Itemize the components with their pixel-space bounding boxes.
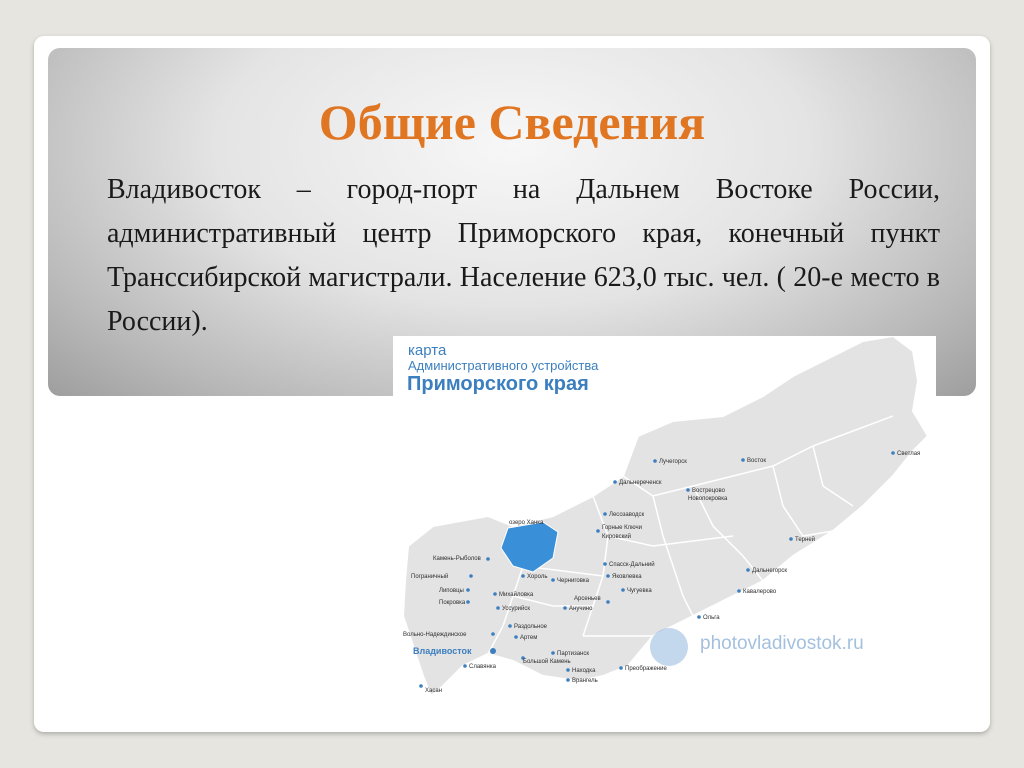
city-label-pogranichny: Пограничный xyxy=(411,574,449,580)
city-label-novopokrovka: Новопокровка xyxy=(688,496,728,502)
city-dot xyxy=(746,568,750,572)
city-label-terney: Терней xyxy=(795,537,816,543)
city-dot xyxy=(621,588,625,592)
city-dot xyxy=(463,664,467,668)
city-label-partizansk: Партизанск xyxy=(557,651,589,657)
city-label-bolshoy-kamen: Большой Камень xyxy=(523,659,571,665)
city-dot xyxy=(603,562,607,566)
city-dot xyxy=(419,684,423,688)
city-dot xyxy=(491,632,495,636)
city-label-spassk: Спасск-Дальний xyxy=(609,562,655,568)
city-dot xyxy=(490,648,496,654)
map-title-line2: Административного устройства xyxy=(408,358,599,373)
city-label-vrangel: Врангель xyxy=(572,678,598,684)
city-dot xyxy=(606,574,610,578)
city-dot xyxy=(466,600,470,604)
city-label-kirovsky: Кировский xyxy=(602,534,631,540)
city-label-dalnegorsk: Дальнегорск xyxy=(752,568,788,574)
city-label-luchegorsk: Лучегорск xyxy=(659,459,687,465)
city-dot xyxy=(496,606,500,610)
city-dot xyxy=(741,458,745,462)
city-dot xyxy=(891,451,895,455)
city-label-nakhodka: Находка xyxy=(572,668,596,674)
city-dot xyxy=(551,651,555,655)
city-dot xyxy=(486,557,490,561)
city-label-chuguevka: Чугуевка xyxy=(627,588,652,594)
lake-khanka-label: озеро Ханка xyxy=(509,520,544,526)
city-label-artem: Артем xyxy=(520,635,538,641)
city-dot xyxy=(566,678,570,682)
city-label-kavalerovo: Кавалерово xyxy=(743,589,777,595)
city-label-khasan: Хасан xyxy=(425,688,442,694)
slide-title: Общие Сведения xyxy=(318,94,706,150)
city-dot xyxy=(606,600,610,604)
city-label-dalnerechensk: Дальнереченск xyxy=(619,480,662,486)
city-label-svetlaya: Светлая xyxy=(897,451,921,457)
city-label-razdolnoe: Раздольное xyxy=(514,624,548,630)
city-label-gornye-klyuchi: Горные Ключи xyxy=(602,525,642,531)
city-label-khorol: Хороль xyxy=(527,574,548,580)
city-label-lipovtsy: Липовцы xyxy=(439,588,464,594)
city-label-chernigovka: Черниговка xyxy=(557,578,590,584)
city-dot xyxy=(551,578,555,582)
city-dot xyxy=(596,529,600,533)
city-label-slavyanka: Славянка xyxy=(469,664,496,670)
city-dot xyxy=(563,606,567,610)
city-label-arsenyev: Арсеньев xyxy=(574,596,601,602)
city-label-vladivostok: Владивосток xyxy=(413,646,472,656)
city-dot xyxy=(619,666,623,670)
map-title-line3: Приморского края xyxy=(407,373,589,395)
city-dot xyxy=(789,537,793,541)
map-watermark: photovladivostok.ru xyxy=(700,633,864,654)
city-dot xyxy=(697,615,701,619)
city-label-volno-nadezhdinskoe: Вольно-Надеждинское xyxy=(403,632,467,638)
city-dot xyxy=(737,589,741,593)
city-label-mikhailovka: Михайловка xyxy=(499,592,534,598)
slide-body-text: Владивосток – город-порт на Дальнем Востоке России, административный центр Приморского края, конечный пункт Транссибирской магистрали. Население 623,0 тыс. чел. ( 20-е место в России). xyxy=(107,174,940,337)
city-dot xyxy=(508,624,512,628)
city-label-olga: Ольга xyxy=(703,615,720,621)
city-label-vostretsovo: Вострецово xyxy=(692,488,725,494)
watermark-logo-icon xyxy=(650,628,688,666)
city-dot xyxy=(466,588,470,592)
city-dot xyxy=(521,574,525,578)
city-label-lesozavodsk: Лесозаводск xyxy=(609,512,645,518)
city-dot xyxy=(613,480,617,484)
city-dot xyxy=(469,574,473,578)
city-dot xyxy=(493,592,497,596)
city-dot xyxy=(653,459,657,463)
city-label-anuchino: Анучино xyxy=(569,606,593,612)
city-dot xyxy=(514,635,518,639)
city-dot xyxy=(603,512,607,516)
city-label-vostok: Восток xyxy=(747,458,766,464)
map-title-line1: карта xyxy=(408,342,447,359)
city-label-ussuriysk: Уссурийск xyxy=(502,606,531,612)
city-dot xyxy=(686,488,690,492)
city-label-preobrazhenie: Преображение xyxy=(625,666,667,672)
city-label-kamen-rybolov: Камень-Рыболов xyxy=(433,556,481,562)
city-label-yakovlevka: Яковлевка xyxy=(612,574,642,580)
city-label-pokrovka: Покровка xyxy=(439,600,466,606)
city-dot xyxy=(566,668,570,672)
